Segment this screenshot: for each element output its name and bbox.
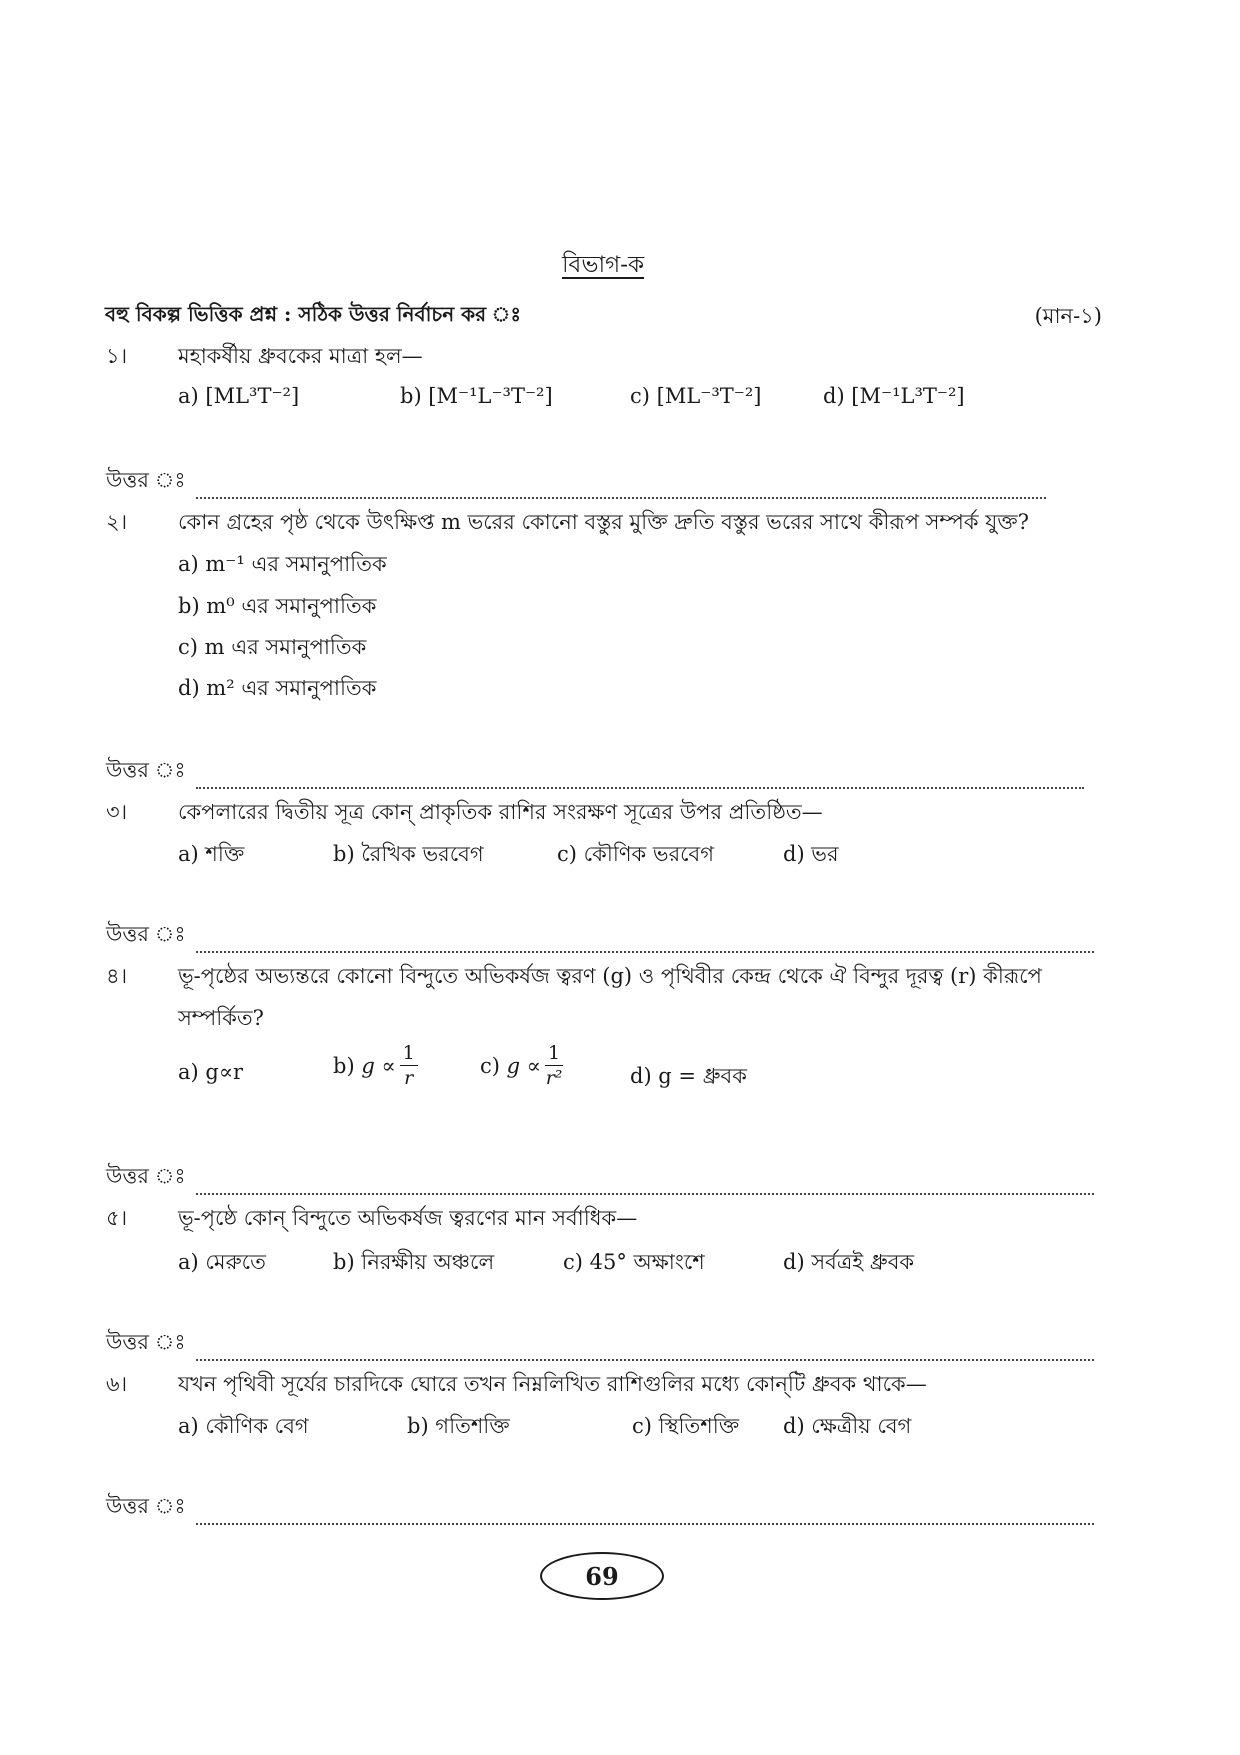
answer-line[interactable] bbox=[106, 464, 1046, 499]
option-c: c) m এর সমানুপাতিক bbox=[178, 635, 367, 659]
question-text: মহাকর্ষীয় ধ্রুবকের মাত্রা হল— bbox=[178, 344, 423, 368]
option-d: d) g = ধ্রুবক bbox=[630, 1064, 747, 1088]
answer-label: উত্তর ঃ bbox=[106, 1164, 186, 1188]
option-b: b) রৈখিক ভরবেগ bbox=[333, 842, 484, 866]
fraction-denominator: r bbox=[404, 1067, 414, 1089]
option-a: a) m⁻¹ এর সমানুপাতিক bbox=[178, 552, 387, 576]
question-text: ভূ-পৃষ্ঠের অভ্যন্তরে কোনো বিন্দুতে অভিকর্ষজ ত্বরণ (g) ও পৃথিবীর কেন্দ্র থেকে ঐ বিন্দুর দূরত্ব (r) কীরূপে bbox=[178, 964, 1042, 988]
question-text: যখন পৃথিবী সূর্যের চারদিকে ঘোরে তখন নিম্নলিখিত রাশিগুলির মধ্যে কোন্‌টি ধ্রুবক থাকে— bbox=[178, 1372, 927, 1396]
answer-label: উত্তর ঃ bbox=[106, 1330, 186, 1354]
fraction-denominator: r² bbox=[545, 1067, 563, 1089]
option-d: d) [M⁻¹L³T⁻²] bbox=[823, 384, 965, 408]
answer-label: উত্তর ঃ bbox=[106, 1494, 186, 1518]
question-text: কোন গ্রহের পৃষ্ঠ থেকে উৎক্ষিপ্ত m ভরের কোনো বস্তুর মুক্তি দ্রুতি বস্তুর ভরের সাথে কীরূপ সম্পর্ক যুক্ত? bbox=[178, 510, 1029, 534]
fraction-numerator: 1 bbox=[545, 1044, 563, 1066]
answer-dots bbox=[196, 1179, 1094, 1195]
option-b: b) গতিশক্তি bbox=[407, 1414, 510, 1438]
option-c-expr: g ∝ bbox=[506, 1054, 541, 1078]
question-text: কেপলারের দ্বিতীয় সূত্র কোন্ প্রাকৃতিক রাশির সংরক্ষণ সূত্রের উপর প্রতিষ্ঠিত— bbox=[178, 800, 823, 824]
answer-dots bbox=[196, 937, 1094, 953]
option-c: c) স্থিতিশক্তি bbox=[632, 1414, 740, 1438]
answer-line[interactable] bbox=[106, 1326, 1094, 1361]
question-number: ৫। bbox=[106, 1206, 128, 1230]
page-number: 69 bbox=[540, 1552, 664, 1600]
option-d: d) ক্ষেত্রীয় বেগ bbox=[783, 1414, 912, 1438]
answer-line[interactable] bbox=[106, 754, 1084, 789]
option-b bbox=[333, 1044, 418, 1088]
question-number: ২। bbox=[106, 510, 128, 534]
option-b: b) নিরক্ষীয় অঞ্চলে bbox=[333, 1250, 495, 1274]
option-a: a) g∝r bbox=[178, 1060, 244, 1084]
instruction: বহু বিকল্প ভিত্তিক প্রশ্ন : সঠিক উত্তর নির্বাচন কর ঃ bbox=[105, 302, 522, 326]
answer-label: উত্তর ঃ bbox=[106, 758, 186, 782]
option-a: a) [ML³T⁻²] bbox=[178, 384, 300, 408]
option-c bbox=[480, 1044, 563, 1088]
option-c: c) কৌণিক ভরবেগ bbox=[557, 842, 715, 866]
answer-dots bbox=[196, 1509, 1094, 1525]
fraction bbox=[545, 1044, 563, 1088]
option-d: d) m² এর সমানুপাতিক bbox=[178, 676, 377, 700]
question-number: ৬। bbox=[106, 1372, 128, 1396]
question-number: ৩। bbox=[106, 800, 128, 824]
fraction-numerator: 1 bbox=[400, 1044, 418, 1066]
answer-dots bbox=[196, 1345, 1094, 1361]
answer-line[interactable] bbox=[106, 918, 1094, 953]
answer-label: উত্তর ঃ bbox=[106, 922, 186, 946]
question-number: ১। bbox=[106, 344, 128, 368]
option-d: d) ভর bbox=[783, 842, 839, 866]
marks: (মান-১) bbox=[1034, 304, 1102, 328]
answer-line[interactable] bbox=[106, 1490, 1094, 1525]
answer-label: উত্তর ঃ bbox=[106, 468, 186, 492]
question-number: ৪। bbox=[106, 964, 128, 988]
option-a: a) শক্তি bbox=[178, 842, 245, 866]
option-a: a) মেরুতে bbox=[178, 1250, 266, 1274]
answer-line[interactable] bbox=[106, 1160, 1094, 1195]
section-title: বিভাগ-ক bbox=[561, 252, 645, 278]
option-a: a) কৌণিক বেগ bbox=[178, 1414, 309, 1438]
option-b-expr: g ∝ bbox=[361, 1054, 396, 1078]
option-d: d) সর্বত্রই ধ্রুবক bbox=[783, 1250, 915, 1274]
option-c: c) [ML⁻³T⁻²] bbox=[630, 384, 762, 408]
fraction bbox=[400, 1044, 418, 1088]
option-b: b) [M⁻¹L⁻³T⁻²] bbox=[400, 384, 553, 408]
option-c-label: c) bbox=[480, 1054, 500, 1078]
answer-dots bbox=[196, 483, 1046, 499]
question-text: ভূ-পৃষ্ঠে কোন্ বিন্দুতে অভিকর্ষজ ত্বরণের মান সর্বাধিক— bbox=[178, 1206, 638, 1230]
option-b-label: b) bbox=[333, 1054, 355, 1078]
question-text-continued: সম্পর্কিত? bbox=[178, 1006, 264, 1030]
answer-dots bbox=[196, 773, 1084, 789]
option-c: c) 45° অক্ষাংশে bbox=[563, 1250, 705, 1274]
option-b: b) m⁰ এর সমানুপাতিক bbox=[178, 594, 377, 618]
